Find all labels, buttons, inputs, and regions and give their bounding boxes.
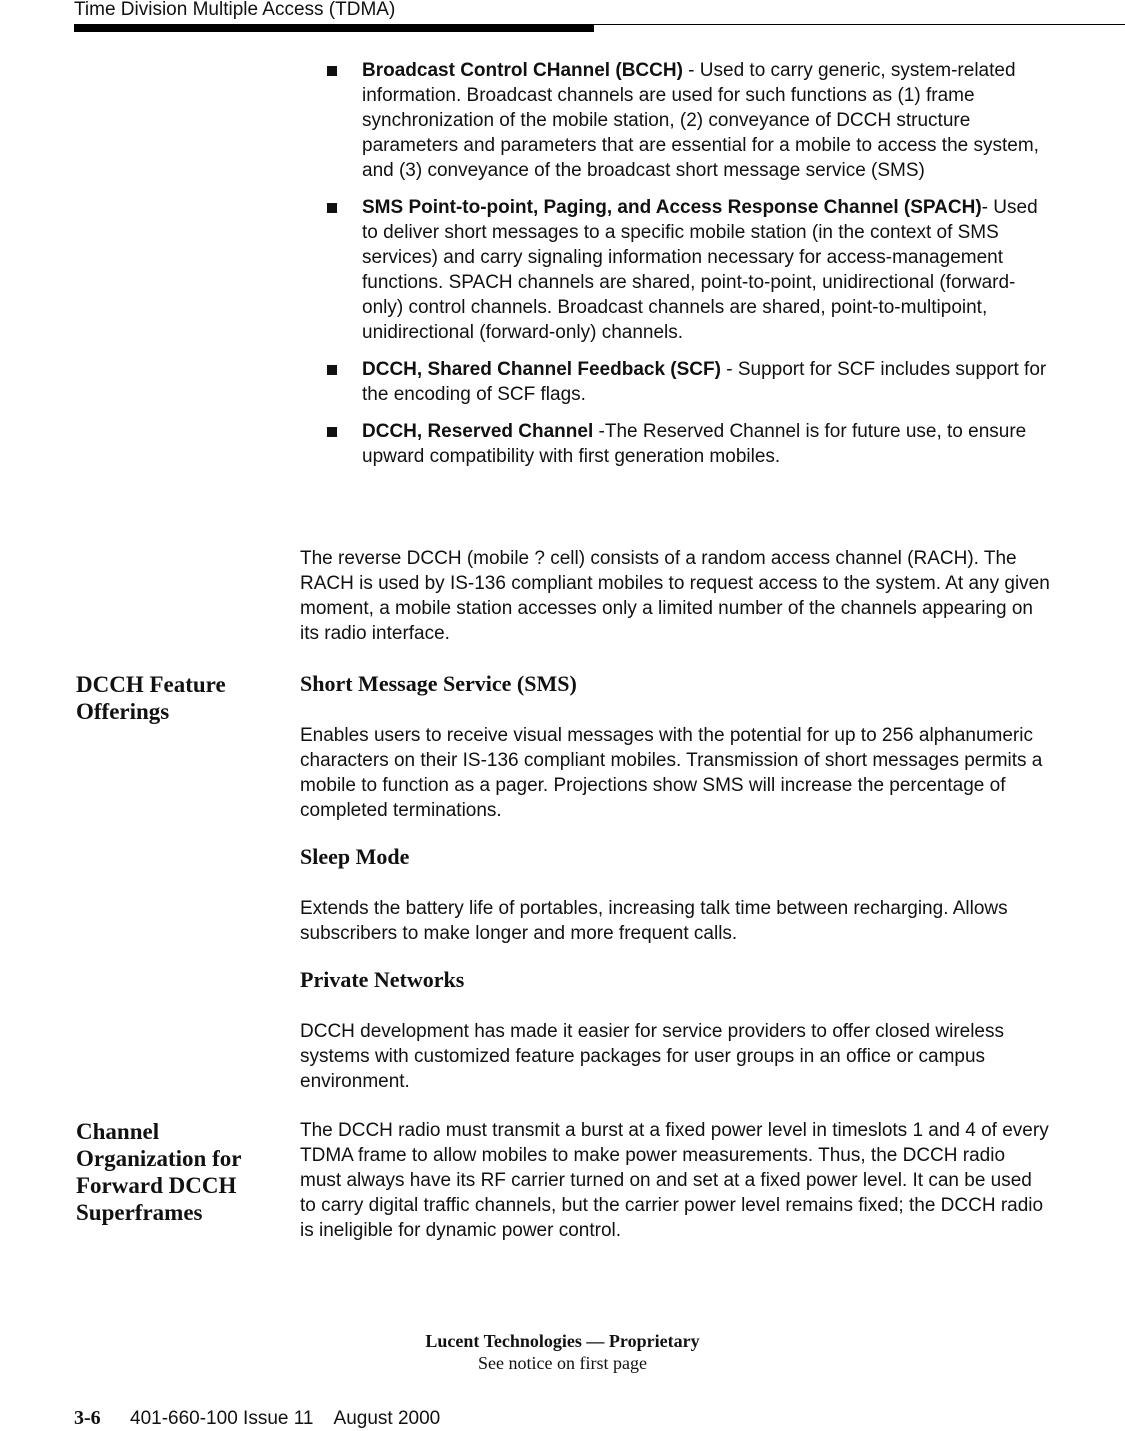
square-bullet-icon	[327, 66, 337, 76]
bullet-text: - Used to carry generic, system-related information. Broadcast channels are used for such functions as (1) frame synchronization of the mobile station, (2) conveyance of DCCH structure parameters and parameters that are essential for a mobile to access the system, and (3) conveyance of the broadcast short message service (SMS)	[362, 60, 1039, 181]
running-header-title: Time Division Multiple Access (TDMA)	[74, 0, 396, 20]
footer-company: Lucent Technologies — Proprietary	[425, 1331, 700, 1351]
bullet-item-scf	[0, 357, 1048, 407]
header-rule-bar	[74, 24, 594, 32]
square-bullet-icon	[327, 203, 337, 213]
subhead-private-networks: Private Networks	[300, 967, 465, 992]
sidehead-dcch-feature-offerings: DCCH Feature Offerings	[76, 672, 226, 724]
subhead-sms: Short Message Service (SMS)	[300, 671, 577, 696]
reverse-dcch-paragraph: The reverse DCCH (mobile ? cell) consists of a random access channel (RACH). The RACH is used by IS-136 compliant mobiles to request access to the system. At any given moment, a mobile station accesses only a limited number of the channels appearing on its radio interface.	[300, 548, 1050, 644]
bullet-term: DCCH, Shared Channel Feedback (SCF)	[362, 359, 721, 380]
footer-doc-info: 401-660-100 Issue 11 August 2000	[130, 1408, 441, 1429]
square-bullet-icon	[327, 427, 337, 437]
bullet-text: - Used to deliver short messages to a specific mobile station (in the context of SMS services) and carry signaling information necessary for access-management functions. SPACH channels are shared, point-to-point, unidirectional (forward-only) control channels. Broadcast channels are shared, point-to-multipoint, unidirectional (forward-only) channels.	[362, 197, 1038, 343]
sms-paragraph: Enables users to receive visual messages with the potential for up to 256 alphanumeric characters on their IS-136 compliant mobiles. Transmission of short messages permits a mobile to function as a pager. Projections show SMS will increase the percentage of completed terminations.	[300, 725, 1043, 821]
sleep-mode-paragraph: Extends the battery life of portables, increasing talk time between recharging. Allows subscribers to make longer and more frequent calls.	[300, 898, 1008, 944]
footer-notice: See notice on first page	[478, 1353, 647, 1373]
bullet-item-reserved	[0, 419, 1048, 469]
bullet-term: Broadcast Control CHannel (BCCH)	[362, 60, 683, 81]
bullet-text: -The Reserved Channel is for future use, to ensure upward compatibility with first generation mobiles.	[362, 421, 1027, 467]
footer-page-number: 3-6	[74, 1407, 101, 1429]
channel-bullet-list	[0, 58, 1125, 481]
square-bullet-icon	[327, 365, 337, 375]
bullet-term: DCCH, Reserved Channel	[362, 421, 594, 442]
bullet-item-bcch	[0, 58, 1048, 183]
bullet-text: - Support for SCF includes support for the encoding of SCF flags.	[362, 359, 1047, 405]
sidehead-channel-organization: Channel Organization for Forward DCCH Superframes	[76, 1119, 242, 1225]
bullet-term: SMS Point-to-point, Paging, and Access Response Channel (SPACH)	[362, 197, 982, 218]
bullet-item-spach	[0, 195, 1048, 345]
channel-organization-paragraph: The DCCH radio must transmit a burst at a fixed power level in timeslots 1 and 4 of every TDMA frame to allow mobiles to make power measurements. Thus, the DCCH radio must always have its RF carrier turned on and set at a fixed power level. It can be used to carry digital traffic channels, but the carrier power level remains fixed; the DCCH radio is ineligible for dynamic power control.	[300, 1120, 1049, 1241]
subhead-sleep-mode: Sleep Mode	[300, 844, 410, 869]
private-networks-paragraph: DCCH development has made it easier for service providers to offer closed wireless systems with customized feature packages for user groups in an office or campus environment.	[300, 1021, 1005, 1092]
